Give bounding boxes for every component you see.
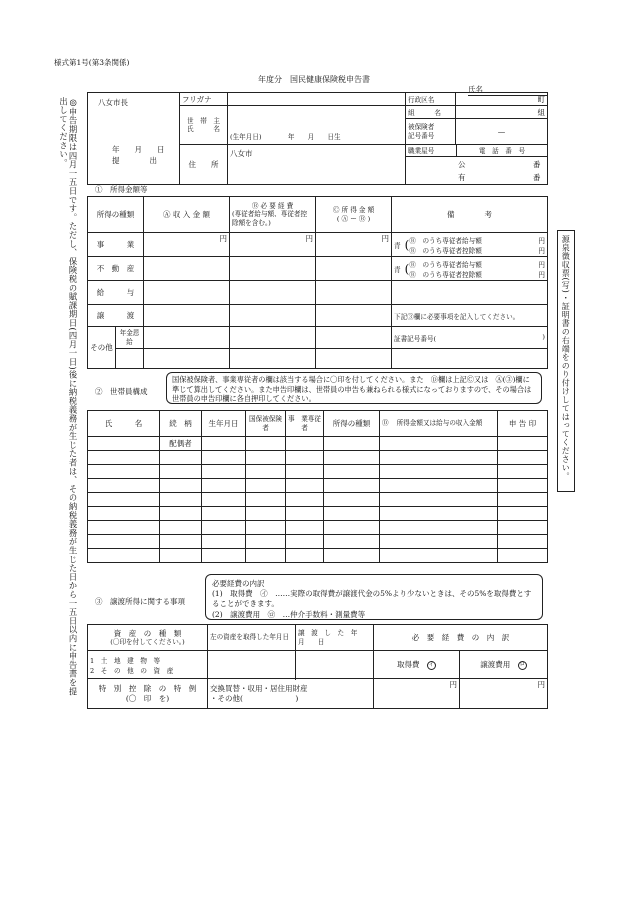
householder-label: 世 帯 主 氏 名: [180, 106, 228, 145]
pension-note[interactable]: 証書記号番号( ): [392, 327, 548, 349]
section2-title: ② 世帯員構成: [95, 387, 148, 396]
acquire-date[interactable]: [208, 651, 296, 679]
col-type: 所得の種類: [324, 411, 380, 437]
phone-label: 電 話 番 号: [478, 147, 526, 155]
transfer-expense[interactable]: [230, 305, 316, 327]
col-insured: 国保被保険者: [246, 411, 286, 437]
section1-title: ① 所得金額等: [95, 185, 148, 194]
transfer-income[interactable]: [144, 305, 230, 327]
other-note[interactable]: [392, 349, 548, 369]
business-note[interactable]: 青 ( Ⓑ のうち専従者給与額 Ⓑ のうち専従者控除額 円 円: [392, 233, 548, 257]
row-transfer: 譲 渡: [88, 305, 144, 327]
section3-title: ③ 譲渡所得に関する事項: [95, 597, 185, 606]
col-income-type: 所得の種類: [88, 197, 144, 233]
business-expense[interactable]: 円: [230, 233, 316, 257]
income-table: [87, 196, 548, 369]
top-info-table: [87, 92, 548, 185]
business-net[interactable]: 円: [316, 233, 392, 257]
col-income-amount: Ⓐ 収 入 金 額: [144, 197, 230, 233]
occupation-phone-cell: [406, 145, 548, 185]
insured-label: 被保険者 記号番号: [406, 119, 456, 145]
insured-field[interactable]: —: [456, 119, 548, 145]
col-amount: Ⓓ 所得金額又は給与の収入金額: [380, 411, 498, 437]
row-salary: 給 与: [88, 281, 144, 305]
col-employee: 事 業専従者: [286, 411, 324, 437]
address-field[interactable]: 八女市: [228, 145, 406, 185]
section3-note-box: [205, 574, 543, 620]
salary-note[interactable]: [392, 281, 548, 305]
col-member-name: 氏 名: [88, 411, 160, 437]
district-field[interactable]: 町: [456, 93, 548, 106]
asset-types[interactable]: 1 土 地 建 物 等 2 そ の 他 の 資 産: [88, 651, 208, 679]
member-row[interactable]: [88, 493, 160, 507]
row-pension: 年金恩給: [116, 327, 144, 349]
furigana-label: フリガナ: [180, 93, 228, 106]
member-row[interactable]: [88, 479, 160, 493]
business-income[interactable]: 円: [144, 233, 230, 257]
form-number: 様式第1号(第3条関係): [54, 58, 130, 67]
member-row[interactable]: [88, 465, 160, 479]
right-note: 源泉徴収票(写)・証明書の右端をのり付けしてはってください。: [561, 235, 571, 481]
pension-net[interactable]: [316, 327, 392, 349]
right-note-box: [557, 230, 575, 492]
realestate-expense[interactable]: [230, 257, 316, 281]
group-field[interactable]: 組: [456, 106, 548, 119]
district-label: 行政区名: [406, 93, 456, 106]
phone-public: 公: [458, 159, 466, 169]
form-title: 年度分 国民健康保険税申告書: [258, 75, 370, 84]
member-row[interactable]: [88, 507, 160, 521]
ban-1: 番: [533, 159, 541, 169]
section2-note: 国保被保険者、事業専従者の欄は該当する場合に〇印を付してください。また Ⓓ欄は上記Ⓒ又は Ⓐ(③)欄に準じて算出してください。また申告印欄は、世帯員の申告も兼ねられる様式になっておりますので、その場合は世帯員の申告印欄に各自押印してください。: [172, 375, 532, 404]
member-row[interactable]: [88, 535, 160, 549]
member-row[interactable]: [88, 437, 160, 451]
member-row[interactable]: [88, 451, 160, 465]
name-label: 氏名: [468, 85, 483, 94]
realestate-net[interactable]: [316, 257, 392, 281]
transfer-table: [87, 624, 548, 709]
row-business: 事 業: [88, 233, 144, 257]
salary-expense[interactable]: [230, 281, 316, 305]
ban-2: 番: [533, 172, 541, 182]
section3-box-title: 必要経費の内訳: [212, 579, 265, 588]
furigana-field[interactable]: [228, 93, 406, 106]
transfer-header: 譲 渡 し た 年 月 日: [296, 625, 374, 651]
other-income[interactable]: [144, 349, 230, 369]
col-income-net: Ⓒ 所 得 金 額 ( Ⓐ ー Ⓑ ): [316, 197, 392, 233]
member-row[interactable]: [88, 549, 160, 563]
occupation-label: 職業屋号: [406, 145, 457, 156]
acquire-cost-label: 取得費 イ: [374, 651, 460, 679]
submit-date: 年 月 日: [112, 145, 165, 154]
col-relation: 続 柄: [160, 411, 202, 437]
spouse-label: 配偶者: [160, 437, 202, 451]
other-sub[interactable]: [116, 349, 144, 369]
phone-mobile: 有: [458, 172, 466, 182]
row-other: その他: [88, 327, 116, 369]
col-note: 備 考: [392, 197, 548, 233]
address-label: 住 所: [180, 145, 228, 185]
transfer-date[interactable]: [296, 651, 374, 679]
section3-box-line2: (2) 譲渡費用 ㋺ …仲介手数料・測量費等: [212, 609, 366, 619]
mayor-label: 八女市長: [98, 98, 128, 107]
transfer-cost-value[interactable]: 円: [460, 679, 548, 709]
salary-income[interactable]: [144, 281, 230, 305]
exchange-options[interactable]: 交換買替・収用・居住用財産 ・その他( ): [208, 679, 374, 709]
member-row[interactable]: [88, 521, 160, 535]
householder-field[interactable]: (生年月日) 年 月 日生: [228, 106, 406, 145]
col-seal: 申 告 印: [498, 411, 548, 437]
acquire-cost-value[interactable]: 円: [374, 679, 460, 709]
col-birth: 生年月日: [202, 411, 246, 437]
realestate-note[interactable]: 青 ( Ⓑ のうち専従者給与額 Ⓑ のうち専従者控除額 円 円: [392, 257, 548, 281]
special-deduction: 特 別 控 除 の 特 例 (〇 印 を): [88, 679, 208, 709]
acquire-header: 左の資産を取得した年月日: [208, 625, 296, 651]
other-net[interactable]: [316, 349, 392, 369]
section2-note-box: [166, 372, 542, 404]
col-expense: Ⓑ 必 要 経 費 (専従者給与額、専従者控除額を含む。): [230, 197, 316, 233]
household-table: [87, 410, 548, 563]
salary-net[interactable]: [316, 281, 392, 305]
transfer-cost-label: 譲渡費用 ロ: [460, 651, 548, 679]
group-label: 組 名: [406, 106, 456, 119]
expense-header: 必 要 経 費 の 内 訳: [374, 625, 548, 651]
transfer-note: 下記③欄に必要事項を記入してください。: [392, 305, 548, 327]
realestate-income[interactable]: [144, 257, 230, 281]
row-real-estate: 不 動 産: [88, 257, 144, 281]
left-note: ◎申告期限は四月一五日です。ただし、保険税の賦課期日(四月一日)後に納税義務が生じた者は、その納税義務が生じた日から一五日以内に申告書を提出してください。: [58, 97, 79, 696]
pension-income[interactable]: [144, 327, 230, 349]
asset-type-header: 資 産 の 種 類 (〇印を付してください。): [88, 625, 208, 651]
section3-box-line1: (1) 取得費 ㋑ ……実際の取得費が譲渡代金の5%より少ないときは、その5%を取得費とすることができます。: [212, 589, 532, 608]
pension-expense[interactable]: [230, 327, 316, 349]
submit-label: 提 出: [112, 156, 157, 165]
mayor-cell: [88, 93, 180, 185]
other-expense[interactable]: [230, 349, 316, 369]
transfer-net[interactable]: [316, 305, 392, 327]
